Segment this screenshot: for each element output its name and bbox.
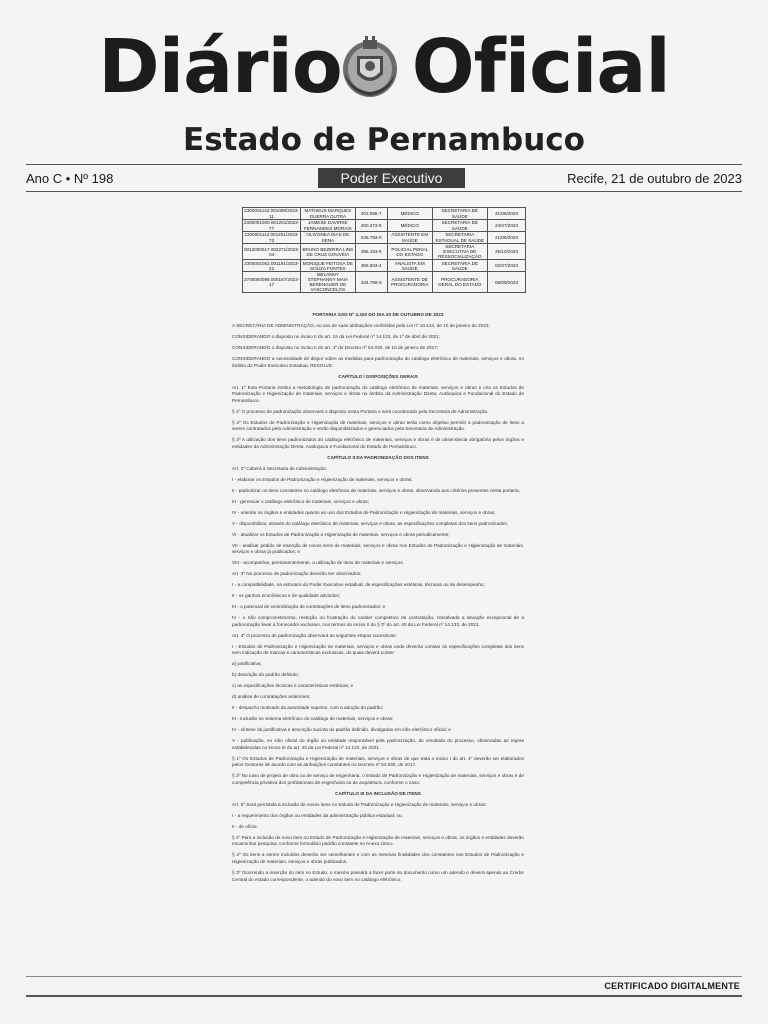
header-rule-bottom xyxy=(26,191,742,192)
paragraph: I - Estudos de Padronização e Higienização de materiais, serviços e obras onde deverão constar as especificações completas dos itens sem indicação de marcas e características exclusivas, do quais deverá conter: xyxy=(232,643,524,656)
paragraph: § 1º Os Estudos de Padronização e Higienização de materiais, serviços e obras de que trata o inciso I do art. 4º deverão ser elaborados pelos Gestores de acordo com as atribuições constantes no Decreto nº 54.030, de 2017. xyxy=(232,755,524,768)
table-cell: MÉDICO xyxy=(387,208,432,220)
table-cell: 31/08/2023 xyxy=(488,208,526,220)
table-cell: 395.193-5 xyxy=(355,244,387,260)
paragraph: Art. 3º No processo de padronização deverão ser observados: xyxy=(232,571,362,577)
paragraph: V - disponibilizar, através do catálogo eletrônico de materiais, serviços e obras, as especificações completas dos itens padronizados; xyxy=(232,520,508,526)
paragraph: IV - o não comprometimento, restrição ou frustração do caráter competitivo da contratação, ressalvada a situação excepcional de a padronização levar a fornecedor exclusivo, nos termos do inciso II do § 3º do art. 40 da Lei Federal nº 14.133, de 2021. xyxy=(232,615,524,627)
section-heading: PORTARIA SAD Nº 4.320 DO DIA 20 DE OUTUBRO DE 2023 xyxy=(312,312,444,317)
table-cell: ANALISTA EM SAÚDE xyxy=(387,260,432,272)
paragraph: § 1º O processo de padronização observará o disposto nesta Portaria e será coordenado pela Secretaria de Administração. xyxy=(232,408,489,414)
table-cell: 02/07/2023 xyxy=(488,260,526,272)
table-cell: MELANNY STEPHANNY MAIA BERENGUER DE VASCONCELOS xyxy=(301,272,355,293)
staff-table xyxy=(242,207,526,293)
table-cell: SECRETARIA EXECUTIVA DE RESSOCIALIZAÇÃO xyxy=(432,244,487,260)
paragraph: b) descrição do padrão definido; xyxy=(232,672,299,678)
paragraph: VIII - acompanhar, permanentemente, a utilização de itens de materiais e serviços. xyxy=(232,560,404,566)
state-subtitle: Estado de Pernambuco xyxy=(183,122,585,158)
paragraph: § 2º Os itens a serem incluídos deverão ser semelhantes e com as mesmas finalidades dos constantes nos Estudos de Padronização e Higienização de materiais, serviços e obras publicados. xyxy=(232,852,524,865)
table-cell: SECRETARIA DE SAÚDE xyxy=(432,220,487,232)
section-heading: CAPÍTULO I DISPOSIÇÕES GERAIS xyxy=(338,373,418,379)
edition-bar xyxy=(26,168,742,190)
paragraph: Art. 5º Será permitida a inclusão de novos itens no Estudo de Padronização e Higienização de materiais, serviços e obras: xyxy=(232,801,487,807)
paragraph: CONSIDERANDO o disposto no inciso II do art. 19 da Lei Federal nº 14.133, de 1º de abril de 2021; xyxy=(232,333,440,339)
paragraph: d) análise de contratações anteriores; xyxy=(232,694,311,700)
coat-of-arms-icon xyxy=(339,34,401,100)
table-row xyxy=(243,244,526,260)
paragraph: § 2º Os Estudos de Padronização e Higienização de materiais, serviços e obras terão como objetivo permitir a padronização de itens a serem contratados pela Administração e serão disponibilizados e gerenciados pela Secretaria de Administração. xyxy=(232,419,524,432)
paragraph: Art. 1º Esta Portaria institui a metodologia de padronização do catálogo eletrônico de materiais, serviços e obras e cria os Estudos de Padronização e Higienização de materiais, serviços e obras no âmbito da Administração Direta, Autárquica e Fundacional do Estado de Pernambuco. xyxy=(232,384,524,403)
section-heading: CAPÍTULO II DA PADRONIZAÇÃO DOS ITENS xyxy=(327,454,429,460)
document-body xyxy=(232,312,524,888)
masthead xyxy=(0,22,768,158)
paragraph: c) as especificações técnicas e características estéticas; e xyxy=(232,683,354,689)
paragraph: § 2º No caso de projeto de obra ou de serviço de engenharia, o Estudo de Padronização e Higienização de materiais, serviços e obras é de competência privativa dos profissionais de engenharia ou de arquitetura, conforme o caso. xyxy=(232,773,524,785)
issue-date: Recife, 21 de outubro de 2023 xyxy=(567,171,742,186)
table-row xyxy=(243,208,526,220)
paragraph: II - os ganhos econômicos e de qualidade advindos; xyxy=(232,593,341,599)
paragraph: I - a requerimento dos órgãos ou entidades da administração pública estadual; ou, xyxy=(232,812,403,818)
table-cell: 344.796-0 xyxy=(355,272,387,293)
table-cell: 0012000017.002271/2023-04 xyxy=(243,244,301,260)
paragraph: VI - atualizar os Estudos de Padronização e Higienização de materiais, serviços e obras periodicamente; xyxy=(232,531,450,537)
table-cell: PROCURADORIA GERAL DO ESTADO xyxy=(432,272,487,293)
paragraph: Art. 4º O processo de padronização observará as seguintes etapas sucessivas: xyxy=(232,632,397,638)
table-cell: 2700000099.000187/2023-17 xyxy=(243,272,301,293)
paragraph: II - padronizar os itens constantes no catálogo eletrônico de materiais, serviços e obras, observando aos critérios presentes nesta portaria; xyxy=(232,487,520,493)
paragraph: § 3º A utilização dos itens padronizados do catálogo eletrônico de materiais, serviços e obras é de observância obrigatória pelos órgãos e entidades da Administração Direta, Autárquica e Fundacional do Estado de Pernambuco. xyxy=(232,437,524,449)
table-cell: ASSISTENTE DE PROCURADORIA xyxy=(387,272,432,293)
table-cell: MATHEUS MARQUES GUERRA DUTRA xyxy=(301,208,355,220)
paragraph: III - o potencial de centralização de contratações de itens padronizados; e xyxy=(232,604,386,610)
title-right: Oficial xyxy=(411,24,670,110)
table-cell: 403.595-7 xyxy=(355,208,387,220)
paragraph: VII - analisar pedido de inserção de novos itens de materiais, serviços e obras nos Estudos de Padronização e Higienização de materiais, serviços e obras já publicados; e xyxy=(232,542,524,555)
paragraph: § 3º Ocorrendo a inserção do item no Estudo, o mesmo passará a fazer parte do documento como um adendo e deverá apenas ao Credor Central do estado correspondente, o adendo do novo item no catálogo eletrônico. xyxy=(232,870,524,882)
paragraph: I - elaborar os Estudos de Padronização e Higienização de materiais, serviços e obras; xyxy=(232,476,413,482)
edition-number: Ano C • Nº 198 xyxy=(26,171,114,186)
paragraph: CONSIDERANDO a necessidade de dispor sobre as medidas para padronização do catálogo eletrônico de materiais, serviços e obras, no âmbito do Poder Executivo Estadual, RESOLVE: xyxy=(232,355,524,368)
paragraph: I - a compatibilidade, na estrutura do Poder Executivo estadual, de especificações estéticas, técnicas ou de desempenho; xyxy=(232,582,485,588)
table-cell: 2300001000.001201/2023-77 xyxy=(244,220,300,231)
paragraph: IV - orientar os órgãos e entidades quanto ao uso dos Estudos de Padronização e Higienização de materiais, serviços e obras; xyxy=(232,509,496,515)
table-cell: MÉDICO xyxy=(387,220,432,232)
table-cell: 24/07/2023 xyxy=(488,220,526,232)
title-left: Diário xyxy=(98,24,342,110)
footer-rule xyxy=(26,976,742,977)
table-row xyxy=(243,220,526,232)
table-cell: MONIQUE FEITOSA DE SOUZA FONTES xyxy=(301,260,355,272)
paragraph: III - gerenciar o catálogo eletrônico de materiais, serviços e obras; xyxy=(232,498,370,504)
paragraph: IV - síntese da justificativa e descrição sucinta do padrão definido, divulgadas em sítio eletrônico oficial; e xyxy=(232,727,451,733)
table-cell: POLICIAL PENAL DO ESTADO xyxy=(387,244,432,260)
paragraph: V - publicação, no sítio oficial do órgão ou entidade responsável pela padronização, do resultado do processo, observadas as regras estabelecidas no inciso III do art. 43 da Lei Federal nº 14.133, de 2021. xyxy=(232,738,524,750)
table-cell: 400.273-5 xyxy=(355,220,387,232)
table-cell: 25/10/2023 xyxy=(488,244,526,260)
paragraph: a) justificativa; xyxy=(232,661,262,667)
table-cell: 2300001142.001099/2023-11 xyxy=(244,208,300,219)
footer-bar xyxy=(26,995,742,997)
table-cell: SECRETARIA ESTADUAL DE SAÚDE xyxy=(432,232,487,244)
table-cell: 366.503-4 xyxy=(355,260,387,272)
table-cell: ASSISTENTE EM SAÚDE xyxy=(387,232,432,244)
table-cell: SECRETARIA DE SAÚDE xyxy=(432,260,487,272)
table-cell: OLIVONEA DIAS DE SENA xyxy=(301,232,355,244)
table-cell: 245.793-0 xyxy=(355,232,387,244)
paragraph: Art. 2º Caberá à Secretaria de Administração: xyxy=(232,465,327,471)
paragraph: § 1º Para a inclusão de novo item no Estudo de Padronização e Higienização de materiais, serviços e obras, os órgãos e entidades deverão encaminhar pesquisa, conforme formulário padrão constante no Anexo Único. xyxy=(232,834,524,847)
table-row xyxy=(243,232,526,244)
table-cell: SECRETARIA DE SAÚDE xyxy=(432,208,487,220)
header-rule-top xyxy=(26,164,742,165)
table-cell: 21/06/2023 xyxy=(488,232,526,244)
paragraph: II - despacho motivado da autoridade superior, com a adoção do padrão; xyxy=(232,705,384,711)
table-cell: 2300001002.001191/2023-21 xyxy=(244,260,300,271)
paragraph: CONSIDERANDO o disposto no inciso II do art. 4º do Decreto nº 54.030, de 10 de janeiro de 2017; xyxy=(232,344,439,350)
digital-certificate-label: CERTIFICADO DIGITALMENTE xyxy=(604,981,740,991)
table-cell: 2300001112.001201/2023-73 xyxy=(244,232,299,243)
section-heading: CAPÍTULO III DA INCLUSÃO DE ITENS xyxy=(335,790,421,796)
table-cell: JAMESE DAVIRKE FERNANDES MORAIS xyxy=(301,220,355,232)
table-row xyxy=(243,260,526,272)
table-row xyxy=(243,272,526,293)
table-cell: BRUNO BEZERRA LINS DE CRUZ GOUVEIA xyxy=(301,244,355,260)
paragraph: II - de ofício. xyxy=(232,823,258,829)
table-cell: 06/09/2023 xyxy=(488,272,526,293)
paragraph: III - inclusão no sistema eletrônico do catálogo de materiais, serviços e obras; xyxy=(232,716,394,722)
section-badge: Poder Executivo xyxy=(318,168,465,188)
paragraph: A SECRETÁRIA DE ADMINISTRAÇÃO, no uso de suas atribuições conferidas pela Lei nº 10.134, de 10 de janeiro de 2023; xyxy=(232,322,490,328)
